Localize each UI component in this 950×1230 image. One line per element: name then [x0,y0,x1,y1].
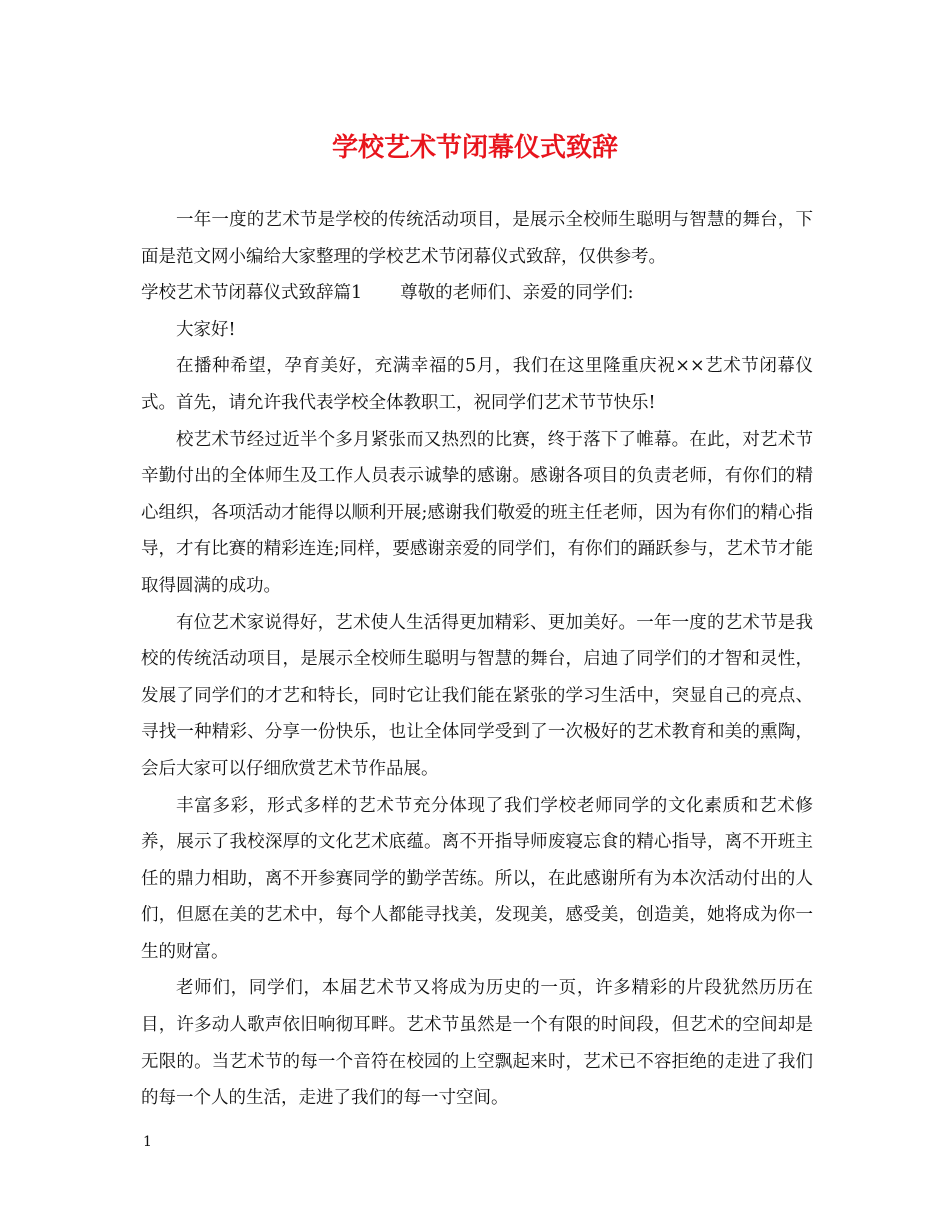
body-paragraph: 有位艺术家说得好，艺术使人生活得更加精彩、更加美好。一年一度的艺术节是我校的传统活动项目，是展示全校师生聪明与智慧的舞台，启迪了同学们的才智和灵性，发展了同学们的才艺和特长，同时它让我们能在紧张的学习生活中，突显自己的亮点、寻找一种精彩、分享一份快乐，也让全体同学受到了一次极好的艺术教育和美的熏陶，会后大家可以仔细欣赏艺术节作品展。 [141,612,813,779]
document-title: 学校艺术节闭幕仪式致辞 [331,133,618,163]
page-number: 1 [143,1134,152,1150]
body-paragraph: 丰富多彩，形式多样的艺术节充分体现了我们学校老师同学的文化素质和艺术修养，展示了我校深厚的文化艺术底蕴。离不开指导师废寝忘食的精心指导，离不开班主任的鼎力相助，离不开参赛同学的勤学苦练。所以，在此感谢所有为本次活动付出的人们，但愿在美的艺术中，每个人都能寻找美，发现美，感受美，创造美，她将成为你一生的财富。 [141,795,813,962]
intro-paragraph: 一年一度的艺术节是学校的传统活动项目，是展示全校师生聪明与智慧的舞台，下面是范文网小编给大家整理的学校艺术节闭幕仪式致辞，仅供参考。 [141,210,813,267]
body-paragraph: 在播种希望，孕育美好，充满幸福的5月，我们在这里隆重庆祝××艺术节闭幕仪式。首先，请允许我代表学校全体教职工，祝同学们艺术节节快乐! [141,356,813,413]
document-body [141,202,813,1117]
body-paragraph: 老师们，同学们，本届艺术节又将成为历史的一页，许多精彩的片段犹然历历在目，许多动人歌声依旧响彻耳畔。艺术节虽然是一个有限的时间段，但艺术的空间却是无限的。当艺术节的每一个音符在校园的上空飘起来时，艺术已不容拒绝的走进了我们的每一个人的生活，走进了我们的每一寸空间。 [141,978,813,1109]
section-heading: 学校艺术节闭幕仪式致辞篇1 [141,283,363,304]
greeting: 大家好! [176,319,236,340]
salutation: 尊敬的老师们、亲爱的同学们: [400,283,634,304]
body-paragraph: 校艺术节经过近半个多月紧张而又热烈的比赛，终于落下了帷幕。在此，对艺术节辛勤付出的全体师生及工作人员表示诚挚的感谢。感谢各项目的负责老师，有你们的精心组织，各项活动才能得以顺利开展;感谢我们敬爱的班主任老师，因为有你们的精心指导，才有比赛的精彩连连;同样，要感谢亲爱的同学们，有你们的踊跃参与，艺术节才能取得圆满的成功。 [141,429,813,596]
section-heading-line [141,275,813,312]
